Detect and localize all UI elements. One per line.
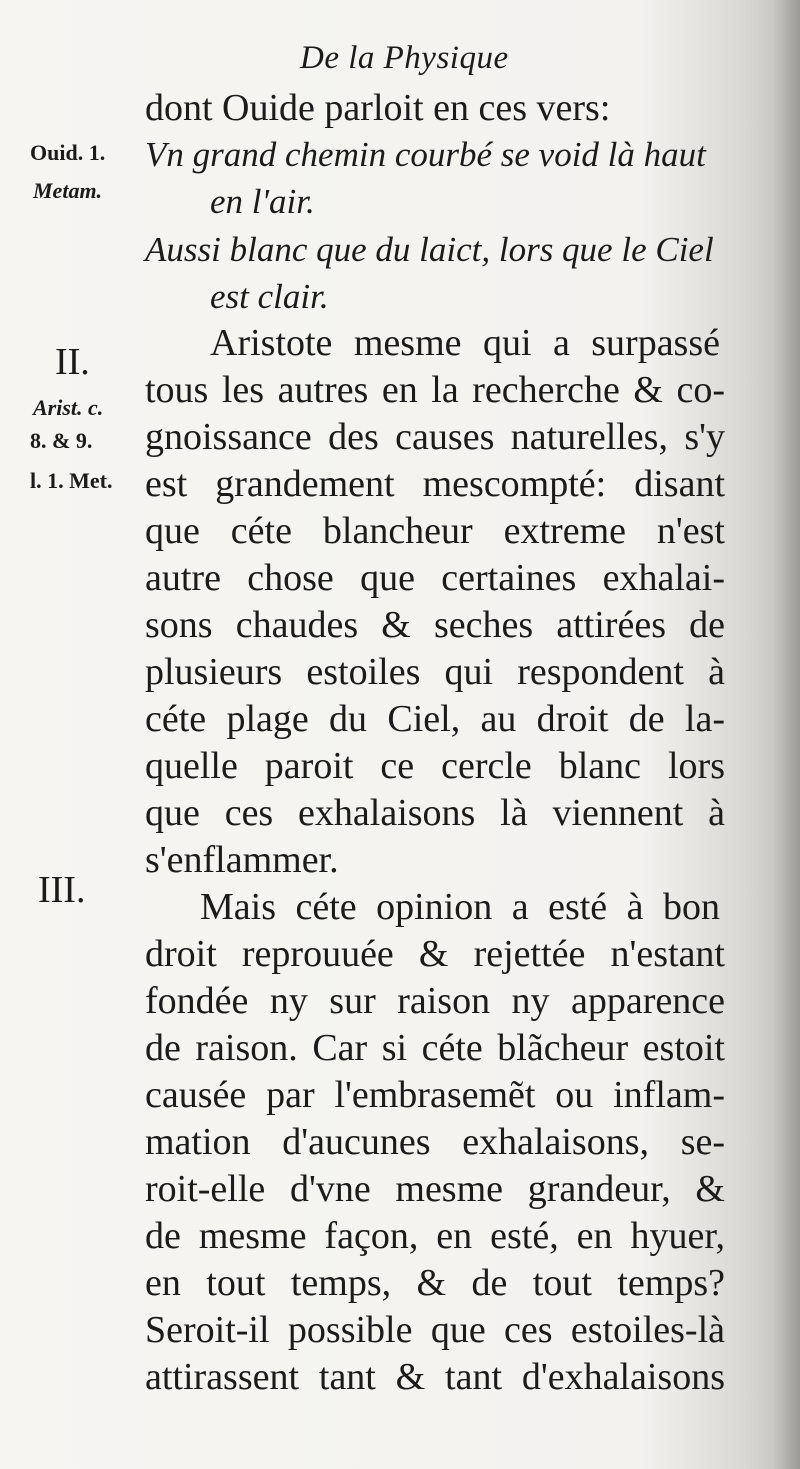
text-line-13: plusieurs estoiles qui respondent à bbox=[145, 651, 725, 693]
text-line-26: en tout temps, & de tout temps? bbox=[145, 1262, 725, 1304]
text-line-11: autre chose que certaines exhalai- bbox=[145, 557, 725, 599]
text-line-6: Aristote mesme qui a surpassé bbox=[210, 322, 720, 364]
text-line-1: dont Ouide parloit en ces vers: bbox=[145, 87, 611, 129]
text-line-20: fondée ny sur raison ny apparence bbox=[145, 980, 725, 1022]
text-line-8: gnoissance des causes naturelles, s'y bbox=[145, 416, 725, 458]
text-line-16: que ces exhalaisons là viennent à bbox=[145, 792, 725, 834]
page-edge-shadow bbox=[772, 0, 800, 1469]
text-line-27: Seroit-il possible que ces estoiles-là bbox=[145, 1309, 725, 1351]
margin-note-metam: Metam. bbox=[33, 178, 103, 203]
running-header: De la Physique bbox=[300, 40, 509, 76]
verse-line-1: Vn grand chemin courbé se void là haut bbox=[145, 135, 706, 174]
text-line-22: causée par l'embrasemẽt ou inflam- bbox=[145, 1074, 725, 1116]
margin-note-chapters: 8. & 9. bbox=[30, 428, 93, 453]
text-line-15: quelle paroit ce cercle blanc lors bbox=[145, 745, 725, 787]
text-line-25: de mesme façon, en esté, en hyuer, bbox=[145, 1215, 725, 1257]
text-line-12: sons chaudes & seches attirées de bbox=[145, 604, 725, 646]
text-line-28: attirassent tant & tant d'exhalaisons bbox=[145, 1356, 725, 1398]
text-line-10: que céte blancheur extreme n'est bbox=[145, 510, 725, 552]
verse-line-4: est clair. bbox=[210, 277, 329, 316]
text-line-19: droit reprouuée & rejettée n'estant bbox=[145, 933, 725, 975]
text-line-7: tous les autres en la recherche & co- bbox=[145, 369, 725, 411]
section-number-3: III. bbox=[38, 869, 86, 911]
text-line-9: est grandement mescompté: disant bbox=[145, 463, 725, 505]
margin-note-ovid: Ouid. 1. bbox=[30, 140, 106, 165]
text-line-18: Mais céte opinion a esté à bon bbox=[200, 886, 720, 928]
text-line-23: mation d'aucunes exhalaisons, se- bbox=[145, 1121, 725, 1163]
text-line-24: roit-elle d'vne mesme grandeur, & bbox=[145, 1168, 725, 1210]
margin-note-arist: Arist. c. bbox=[33, 395, 104, 420]
verse-line-2: en l'air. bbox=[210, 182, 315, 221]
section-number-2: II. bbox=[55, 341, 90, 383]
verse-line-3: Aussi blanc que du laict, lors que le Ciel bbox=[145, 230, 714, 269]
text-line-14: céte plage du Ciel, au droit de la- bbox=[145, 698, 725, 740]
margin-note-met: l. 1. Met. bbox=[30, 468, 113, 493]
text-line-21: de raison. Car si céte blãcheur estoit bbox=[145, 1027, 725, 1069]
text-line-17: s'enflammer. bbox=[145, 839, 339, 881]
